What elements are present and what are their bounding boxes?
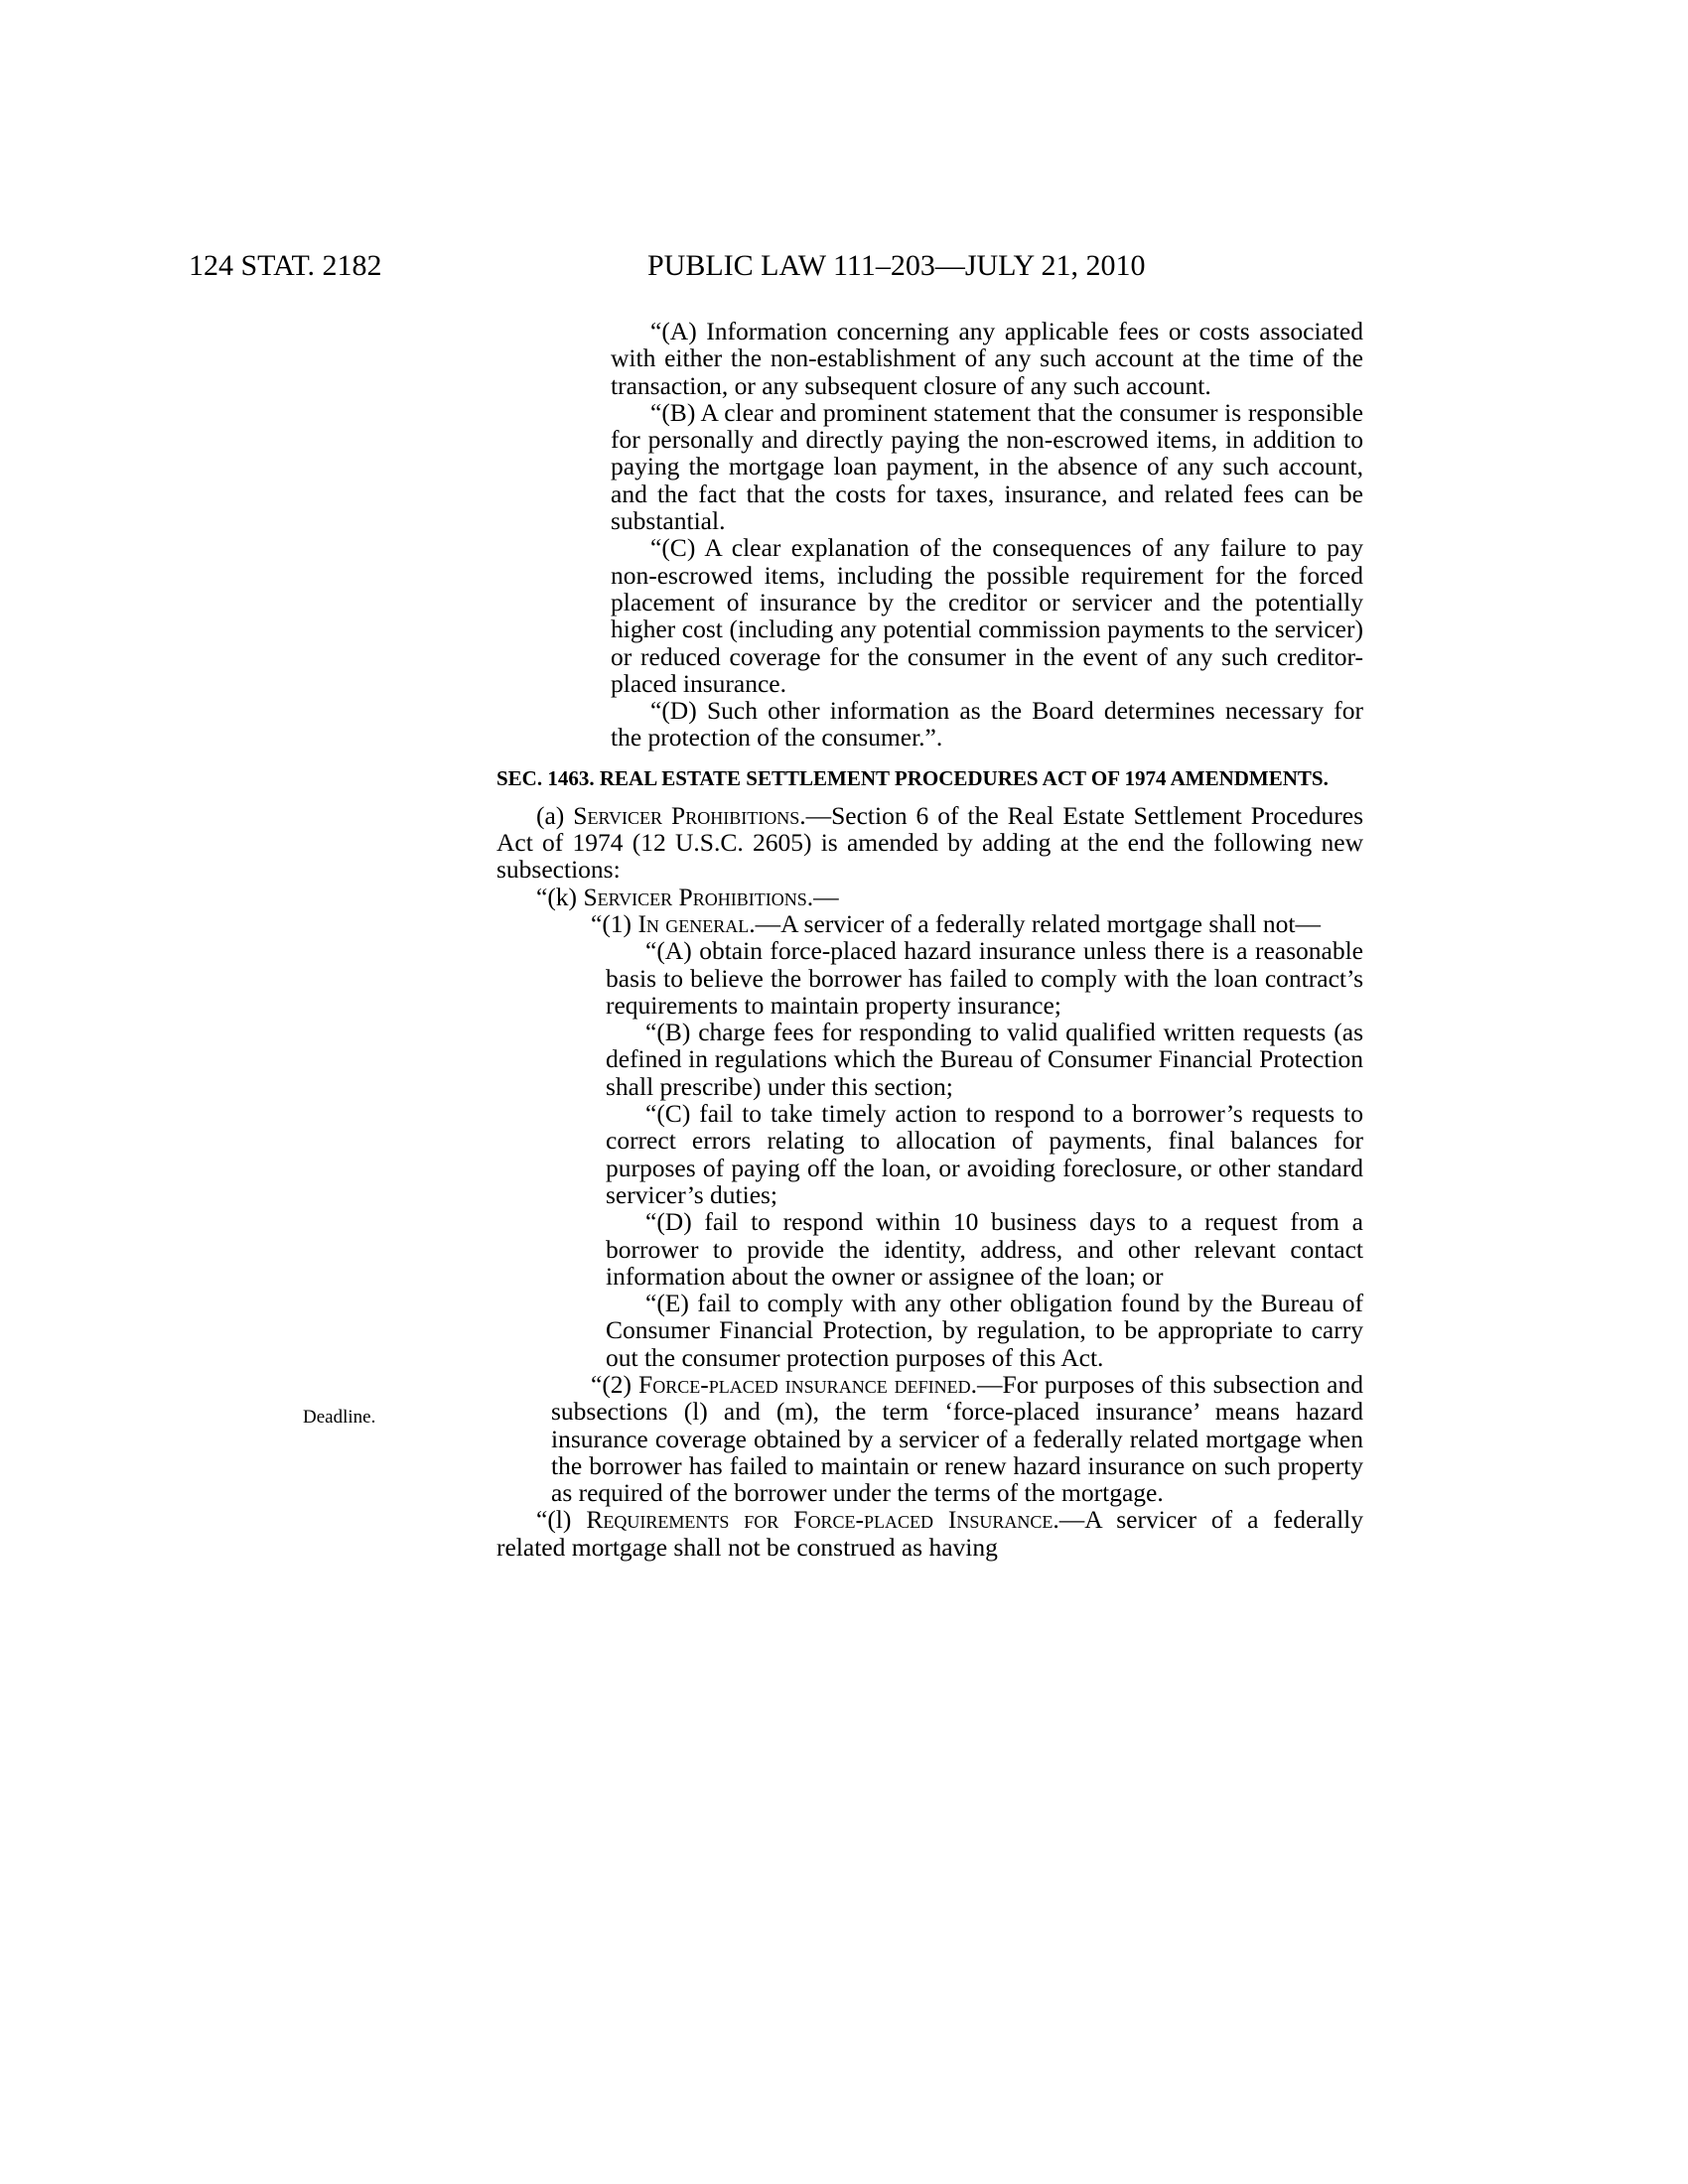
- subsection-a-open: (a): [536, 800, 574, 830]
- clause-k1-e: “(E) fail to comply with any other obligation found by the Bureau of Consumer Financial Protection, by regulation, to be appropriate to carry out the consumer protection purposes of this Act.: [606, 1289, 1363, 1372]
- running-header: PUBLIC LAW 111–203—JULY 21, 2010: [647, 249, 1146, 282]
- paragraph-k2-text: .—For purposes of this subsection and subsections (l) and (m), the term ‘force-placed insurance’ means hazard insurance coverage obtained by a servicer of a federally related mortgage when the borrower has failed to maintain or renew hazard insurance on such property as required of the borrower under the terms of the mortgage.: [551, 1369, 1364, 1508]
- paragraph-k1-open: “(1): [591, 908, 638, 938]
- clause-k1-c: “(C) fail to take timely action to respond to a borrower’s requests to correct errors relating to allocation of payments, final balances for purposes of paying off the loan, or avoiding foreclosure, or other standard servicer’s duties;: [606, 1099, 1363, 1209]
- margin-note: Deadline.: [303, 1407, 376, 1428]
- subsection-a-heading: Servicer Prohibitions: [573, 800, 800, 830]
- subsection-a-text: .—Section 6 of the Real Estate Settlement Procedures Act of 1974 (12 U.S.C. 2605) is amended by adding at the end the following new subsections:: [496, 800, 1363, 885]
- paragraph-k1-text: .—A servicer of a federally related mortgage shall not—: [749, 908, 1321, 938]
- section-heading: SEC. 1463. REAL ESTATE SETTLEMENT PROCEDURES ACT OF 1974 AMENDMENTS.: [496, 765, 1329, 790]
- paragraph-k1-heading: In general: [637, 908, 750, 938]
- paragraph-k2-open: “(2): [591, 1369, 639, 1399]
- paragraph-k2: [496, 1371, 1363, 1506]
- paragraph-c: “(C) A clear explanation of the consequences of any failure to pay non-escrowed items, including the possible requirement for the forced placement of insurance by the creditor or servicer and the potentially higher cost (including any potential commission payments to the servicer) or reduced coverage for the consumer in the event of any such creditor-placed insurance.: [611, 533, 1363, 698]
- clause-k1-a: “(A) obtain force-placed hazard insurance unless there is a reasonable basis to believe the borrower has failed to comply with the loan contract’s requirements to maintain property insurance;: [606, 936, 1363, 1020]
- body-text: [496, 318, 1363, 1561]
- subsection-k-heading: Servicer Prohibitions: [583, 882, 807, 911]
- clause-k1-b: “(B) charge fees for responding to valid qualified written requests (as defined in regulations which the Bureau of Consumer Financial Protection shall prescribe) under this section;: [606, 1018, 1363, 1101]
- subsection-k-text: .—: [806, 882, 839, 911]
- subsection-k-open: “(k): [536, 882, 584, 911]
- page-reference: 124 STAT. 2182: [189, 249, 382, 282]
- paragraph-d: “(D) Such other information as the Board determines necessary for the protection of the consumer.”.: [611, 696, 1363, 752]
- paragraph-a: “(A) Information concerning any applicable fees or costs associated with either the non-establishment of any such account at the time of the transaction, or any subsequent closure of any such account.: [611, 317, 1363, 400]
- subsection-l: [496, 1506, 1363, 1561]
- subsection-l-text: .—A servicer of a federally related mortgage shall not be construed as having: [496, 1505, 1363, 1562]
- subsection-l-heading: Requirements for Force-placed Insurance: [586, 1505, 1054, 1535]
- paragraph-b: “(B) A clear and prominent statement that the consumer is responsible for personally and directly paying the non-escrowed items, in addition to paying the mortgage loan payment, in the absence of any such account, and the fact that the costs for taxes, insurance, and related fees can be substantial.: [611, 397, 1363, 536]
- paragraph-k2-heading: Force-placed insurance defined: [638, 1369, 971, 1399]
- clause-k1-d: “(D) fail to respond within 10 business days to a request from a borrower to provide the identity, address, and other relevant contact information about the owner or assignee of the loan; or: [606, 1207, 1363, 1291]
- subsection-k: [496, 884, 1363, 910]
- subsection-l-open: “(l): [536, 1505, 587, 1535]
- subsection-a: [496, 802, 1363, 884]
- paragraph-k1: [496, 910, 1363, 937]
